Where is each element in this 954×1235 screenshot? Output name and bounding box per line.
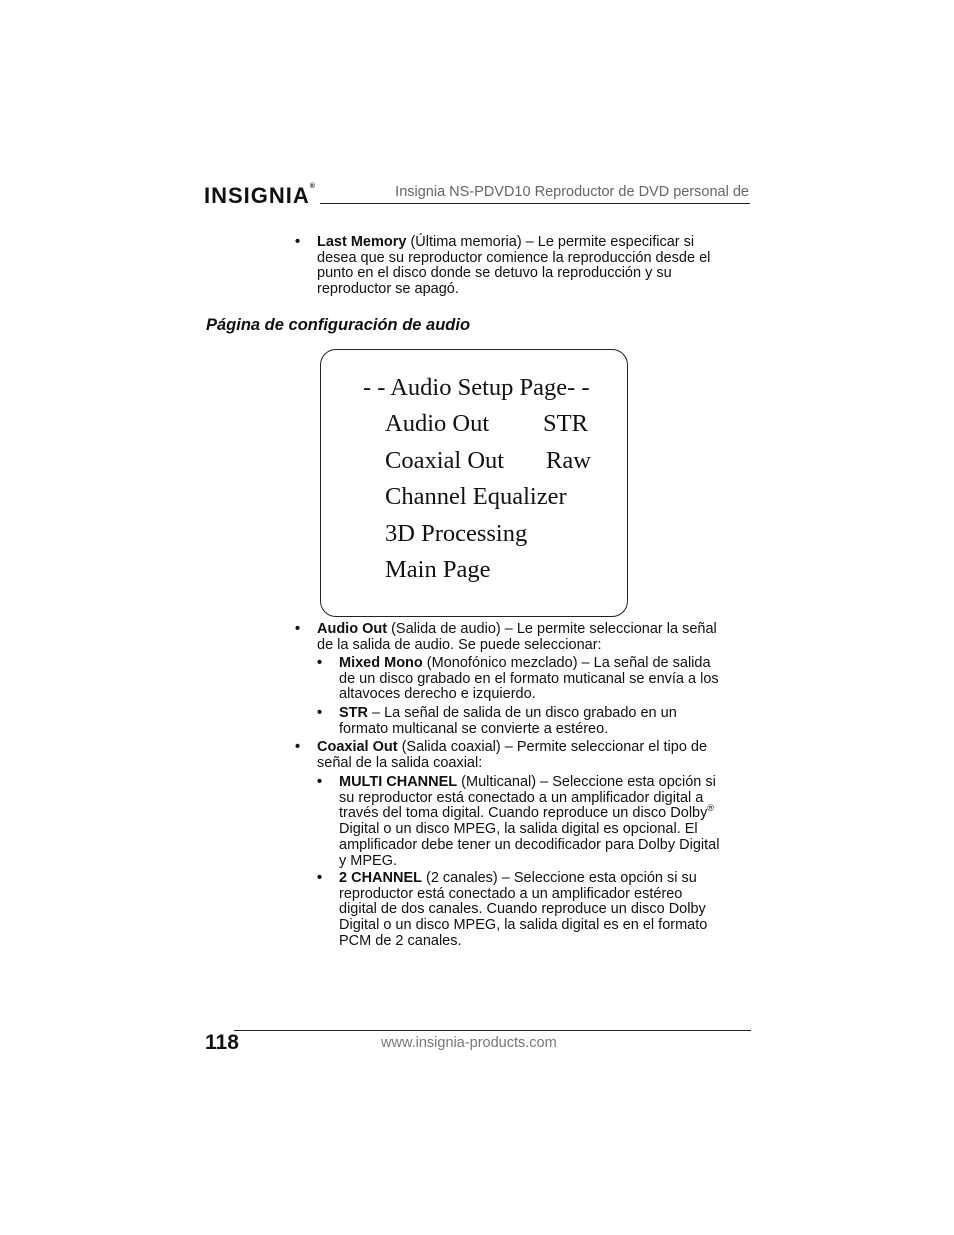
last-memory-item: • Last Memory (Última memoria) – Le permite especificar si desea que su reproductor comience la reproducción desde el punto en el disco donde se detuvo la reproducción y su reproductor se apagó. xyxy=(295,234,711,298)
bullet: • xyxy=(295,739,301,755)
osd-title: - - Audio Setup Page- - xyxy=(363,374,590,401)
audio-out-item: • Audio Out (Salida de audio) – Le permite seleccionar la señal de la salida de audio. Se puede seleccionar: xyxy=(295,621,717,653)
osd-item-label: 3D Processing xyxy=(385,520,528,547)
osd-item-value: Raw xyxy=(546,447,591,474)
bullet: • xyxy=(317,870,323,886)
bullet: • xyxy=(317,774,323,790)
section-heading: Página de configuración de audio xyxy=(206,316,471,334)
coaxial-out-item: • Coaxial Out (Salida coaxial) – Permite seleccionar el tipo de señal de la salida coaxial: xyxy=(295,739,708,771)
footer-divider xyxy=(234,1030,751,1031)
bullet: • xyxy=(317,705,323,721)
multi-channel-item: • MULTI CHANNEL (Multicanal) – Seleccione esta opción si su reproductor está conectado a un amplificador digital a través del toma digital. Cuando reproduce un disco Dolby® Digital o un disco MPEG, la salida digital es opcional. El amplificador debe tener un decodificador para Dolby Digital y MPEG. xyxy=(317,774,720,869)
bullet: • xyxy=(295,234,301,250)
insignia-logo: INSIGNIA® xyxy=(204,183,316,208)
osd-item-label: Main Page xyxy=(385,556,491,583)
bullet: • xyxy=(295,621,301,637)
page-number: 118 xyxy=(205,1031,239,1054)
registered-mark: ® xyxy=(707,803,714,814)
header-title: Insignia NS-PDVD10 Reproductor de DVD personal de xyxy=(395,184,749,200)
osd-item-label: Channel Equalizer xyxy=(385,483,567,510)
osd-item-value: STR xyxy=(543,410,588,437)
bullet: • xyxy=(317,655,323,671)
term-last-memory: Last Memory xyxy=(317,234,407,250)
header-divider xyxy=(320,203,750,204)
two-channel-item: • 2 CHANNEL (2 canales) – Seleccione esta opción si su reproductor está conectado a un amplificador estéreo digital de dos canales. Cuando reproduce un disco Dolby Digital o un disco MPEG, la salida digital es en el formato PCM de 2 canales. xyxy=(317,870,708,949)
osd-item-label: Audio Out xyxy=(385,410,490,437)
footer-url: www.insignia-products.com xyxy=(381,1035,557,1051)
mixed-mono-item: • Mixed Mono (Monofónico mezclado) – La señal de salida de un disco grabado en el formato muticanal se envía a los altavoces derecho e izquierdo. xyxy=(317,655,719,703)
audio-setup-osd-illustration xyxy=(320,349,628,617)
osd-item-label: Coaxial Out xyxy=(385,447,505,474)
str-item: • STR – La señal de salida de un disco grabado en un formato multicanal se convierte a estéreo. xyxy=(317,705,677,737)
